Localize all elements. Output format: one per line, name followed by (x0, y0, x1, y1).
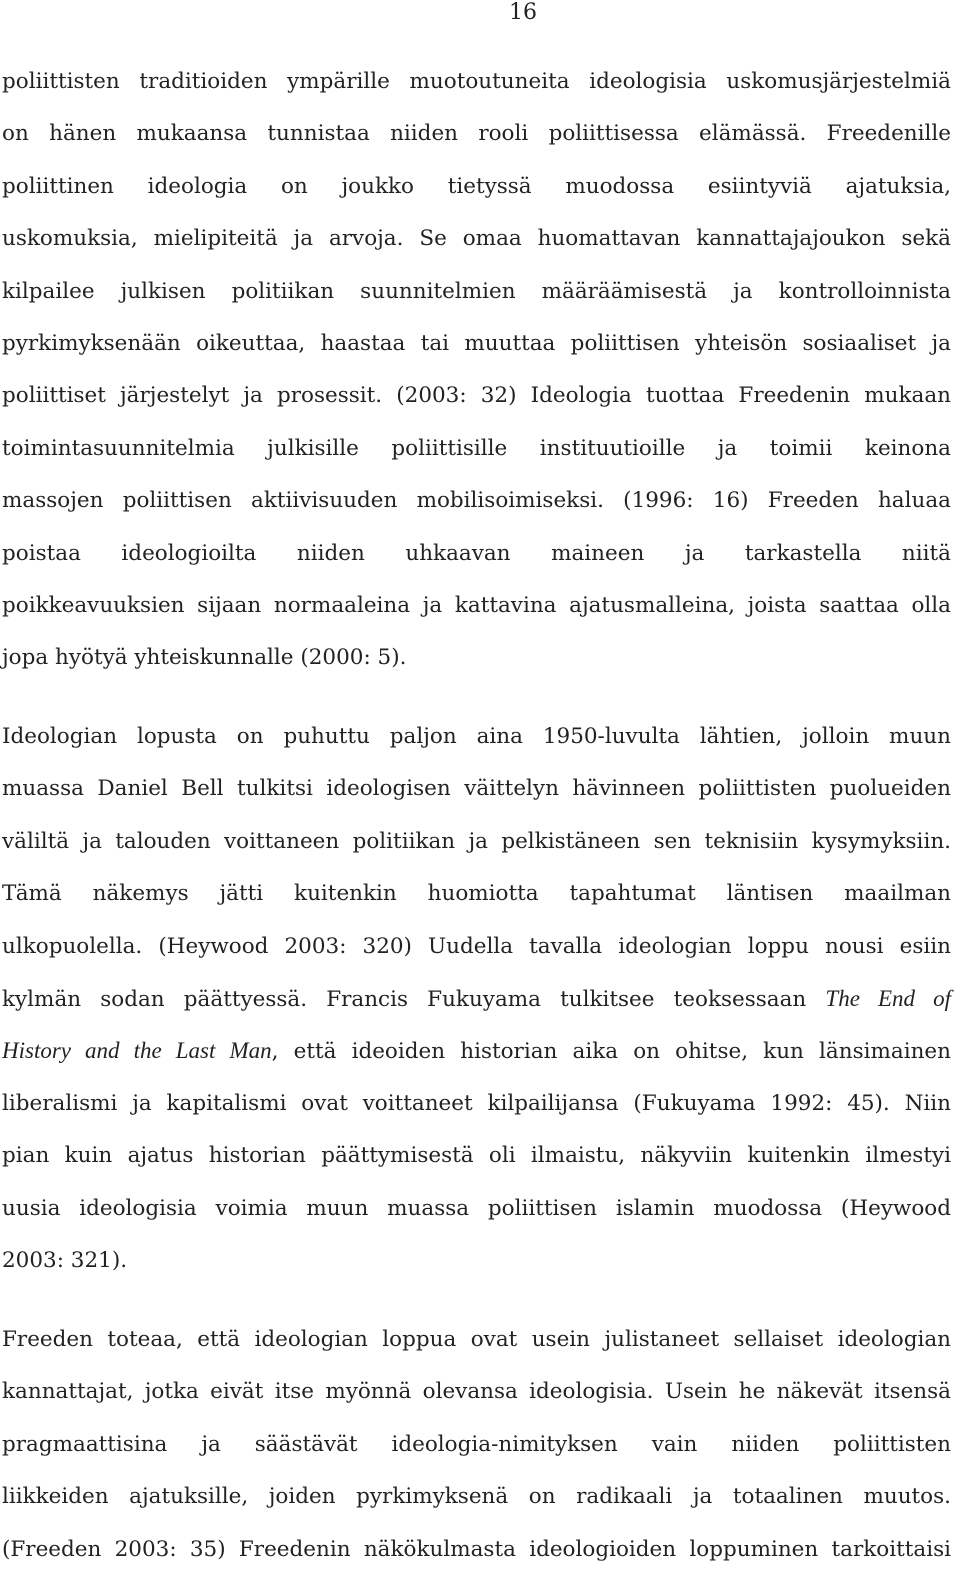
text-line: pyrkimyksenään oikeuttaa, haastaa tai muuttaa poliittisen yhteisön sosiaaliset ja (2, 330, 951, 356)
text-line: poliittisten traditioiden ympärille muotoutuneita ideologisia uskomusjärjestelmiä (2, 69, 951, 94)
text-line: poliittinen ideologia on joukko tietyssä muodossa esiintyviä ajatuksia, (2, 173, 951, 199)
text-line: uusia ideologisia voimia muun muassa poliittisen islamin muodossa (Heywood (2, 1195, 951, 1221)
text-line: poistaa ideologioilta niiden uhkaavan maineen ja tarkastella niitä (2, 540, 951, 566)
text-line: (Freeden 2003: 35) Freedenin näkökulmasta ideologioiden loppuminen tarkoittaisi (2, 1536, 951, 1562)
text-line: kylmän sodan päättyessä. Francis Fukuyama tulkitsee teoksessaan The End of (2, 985, 951, 1012)
text-line: väliltä ja talouden voittaneen politiikan ja pelkistäneen sen teknisiin kysymyksiin. (2, 828, 951, 854)
text-line: 2003: 321). (2, 1247, 128, 1273)
text-line: toimintasuunnitelmia julkisille poliittisille instituutioille ja toimii keinona (2, 435, 951, 461)
text-line: massojen poliittisen aktiivisuuden mobilisoimiseksi. (1996: 16) Freeden haluaa (2, 488, 951, 514)
text-line: History and the Last Man, että ideoiden historian aika on ohitse, kun länsimainen (2, 1038, 951, 1065)
text-line: uskomuksia, mielipiteitä ja arvoja. Se omaa huomattavan kannattajajoukon sekä (2, 226, 951, 252)
text-line: liikkeiden ajatuksille, joiden pyrkimyksenä on radikaali ja totaalinen muutos. (2, 1484, 951, 1510)
text-line: jopa hyötyä yhteiskunnalle (2000: 5). (2, 645, 407, 671)
text-line: Ideologian lopusta on puhuttu paljon aina 1950-luvulta lähtien, jolloin muun (2, 724, 951, 749)
text-line: kilpailee julkisen politiikan suunnitelmien määräämisestä ja kontrolloinnista (2, 278, 951, 304)
page-number: 16 (509, 0, 537, 25)
text-line: poikkeavuuksien sijaan normaaleina ja kattavina ajatusmalleina, joista saattaa olla (2, 592, 951, 618)
text-line: pragmaattisina ja säästävät ideologia-nimityksen vain niiden poliittisten (2, 1431, 951, 1457)
text-line: kannattajat, jotka eivät itse myönnä olevansa ideologisia. Usein he näkevät itsensä (2, 1379, 951, 1405)
text-line: pian kuin ajatus historian päättymisestä oli ilmaistu, näkyviin kuitenkin ilmestyi (2, 1143, 951, 1169)
text-line: Freeden toteaa, että ideologian loppua ovat usein julistaneet sellaiset ideologian (2, 1327, 951, 1352)
paragraph-freeden-end-claimants (2, 1314, 951, 1576)
text-line: liberalismi ja kapitalismi ovat voittaneet kilpailijansa (Fukuyama 1992: 45). Niin (2, 1090, 951, 1116)
text-line: muassa Daniel Bell tulkitsi ideologisen väittelyn hävinneen poliittisten puolueiden (2, 776, 951, 802)
paragraph-freeden-ideology (2, 56, 951, 685)
text-line: poliittiset järjestelyt ja prosessit. (2003: 32) Ideologia tuottaa Freedenin mukaan (2, 383, 951, 409)
book-title: The End of (825, 985, 951, 1011)
text-line: Tämä näkemys jätti kuitenkin huomiotta tapahtumat läntisen maailman (2, 881, 951, 907)
book-title: History and the Last Man (2, 1038, 272, 1064)
paragraph-end-of-ideology (2, 711, 951, 1287)
text-line: ulkopuolella. (Heywood 2003: 320) Uudella tavalla ideologian loppu nousi esiin (2, 933, 951, 959)
text-line: on hänen mukaansa tunnistaa niiden rooli poliittisessa elämässä. Freedenille (2, 121, 951, 147)
